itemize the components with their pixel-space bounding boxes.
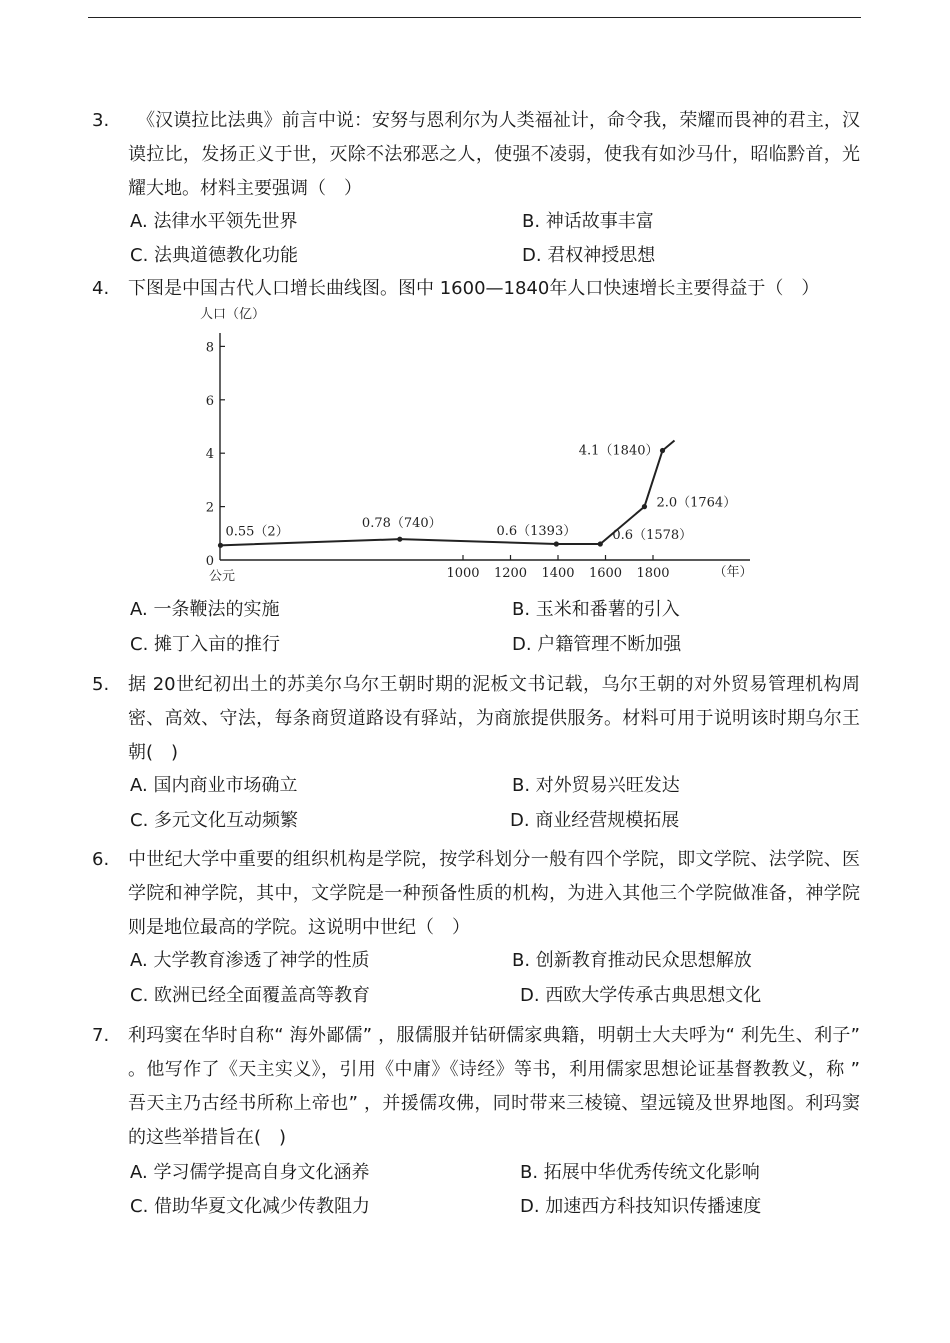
- data-label: 0.55（2）: [225, 524, 289, 540]
- y-tick-label: 6: [205, 393, 214, 409]
- question-number: 5.: [92, 674, 110, 695]
- x-tick-label: 1000: [446, 566, 480, 581]
- data-point: [660, 448, 665, 453]
- x-tick-label: 1200: [493, 566, 528, 581]
- y-axis-title: 人口（亿）: [200, 307, 266, 322]
- data-label: 0.6（1578）: [612, 527, 693, 543]
- data-label: 0.6（1393）: [496, 523, 577, 539]
- option-a[interactable]: A. 大学教育渗透了神学的性质: [130, 950, 370, 971]
- y-tick-label: 2: [205, 500, 214, 516]
- option-d[interactable]: D. 西欧大学传承古典思想文化: [520, 985, 762, 1006]
- data-point: [598, 541, 603, 546]
- x-tick-label: 1400: [541, 566, 575, 581]
- option-b[interactable]: B. 对外贸易兴旺发达: [512, 775, 680, 796]
- option-c[interactable]: C. 借助华夏文化减少传教阻力: [130, 1196, 371, 1217]
- population-line-chart: [190, 300, 770, 590]
- option-c[interactable]: C. 欧洲已经全面覆盖高等教育: [130, 985, 371, 1006]
- x-tick-label: 1600: [588, 566, 623, 581]
- option-b[interactable]: B. 神话故事丰富: [522, 211, 654, 232]
- question-number: 7.: [92, 1025, 110, 1046]
- data-label: 2.0（1764）: [656, 495, 737, 511]
- option-d[interactable]: D. 加速西方科技知识传播速度: [520, 1196, 762, 1217]
- option-d[interactable]: D. 户籍管理不断加强: [512, 634, 682, 655]
- option-c[interactable]: C. 多元文化互动频繁: [130, 810, 299, 831]
- option-c[interactable]: C. 摊丁入亩的推行: [130, 634, 281, 655]
- data-label: 4.1（1840）: [578, 443, 659, 459]
- option-b[interactable]: B. 创新教育推动民众思想解放: [512, 950, 752, 971]
- question-number: 3.: [92, 110, 110, 131]
- question-stem: 中世纪大学中重要的组织机构是学院，按学科划分一般有四个学院，即文学院、法学院、医学院和神学院，其中，文学院是一种预备性质的机构，为进入其他三个学院做准备，神学院则是地位最高的学院。这说明中世纪（ ）: [128, 849, 860, 938]
- option-d[interactable]: D. 商业经营规模拓展: [510, 810, 680, 831]
- data-point: [642, 504, 647, 509]
- x-tick-label: 1800: [636, 566, 670, 581]
- option-a[interactable]: A. 学习儒学提高自身文化涵养: [130, 1162, 370, 1183]
- data-point: [397, 537, 402, 542]
- question-stem: 下图是中国古代人口增长曲线图。图中 1600—1840年人口快速增长主要得益于（ ）: [128, 278, 820, 299]
- y-tick-label: 4: [205, 447, 214, 463]
- question-stem: 《汉谟拉比法典》前言中说：安努与恩利尔为人类福祉计，命令我，荣耀而畏神的君主，汉谟拉比，发扬正义于世，灭除不法邪恶之人，使强不凌弱，使我有如沙马什，昭临黔首，光耀大地。材料主要强调（ ）: [128, 110, 860, 199]
- header-rule: [88, 17, 861, 18]
- option-a[interactable]: A. 法律水平领先世界: [130, 211, 298, 232]
- data-point: [218, 543, 223, 548]
- question-number: 6.: [92, 849, 110, 870]
- option-a[interactable]: A. 国内商业市场确立: [130, 775, 298, 796]
- data-label: 0.78（740）: [361, 516, 442, 532]
- option-d[interactable]: D. 君权神授思想: [522, 245, 656, 266]
- x-origin-label: 公元: [208, 569, 236, 584]
- y-tick-label: 0: [205, 554, 214, 569]
- option-a[interactable]: A. 一条鞭法的实施: [130, 599, 280, 620]
- question-stem: 利玛窦在华时自称“ 海外鄙儒” ，服儒服并钻研儒家典籍，明朝士大夫呼为“ 利先生、利子” 。他写作了《天主实义》，引用《中庸》《诗经》等书，利用儒家思想论证基督教教义，称 ” 吾天主乃古经书所称上帝也” ，并援儒攻佛，同时带来三棱镜、望远镜及世界地图。利玛窦的这些举措旨在( ): [128, 1025, 860, 1148]
- data-point: [554, 541, 559, 546]
- x-axis-title: （年）: [713, 565, 753, 580]
- option-b[interactable]: B. 玉米和番薯的引入: [512, 599, 680, 620]
- option-c[interactable]: C. 法典道德教化功能: [130, 245, 299, 266]
- option-b[interactable]: B. 拓展中华优秀传统文化影响: [520, 1162, 760, 1183]
- question-number: 4.: [92, 278, 110, 299]
- question-stem: 据 20世纪初出土的苏美尔乌尔王朝时期的泥板文书记载，乌尔王朝的对外贸易管理机构周密、高效、守法，每条商贸道路设有驿站，为商旅提供服务。材料可用于说明该时期乌尔王朝( ): [128, 674, 860, 763]
- y-tick-label: 8: [205, 340, 214, 356]
